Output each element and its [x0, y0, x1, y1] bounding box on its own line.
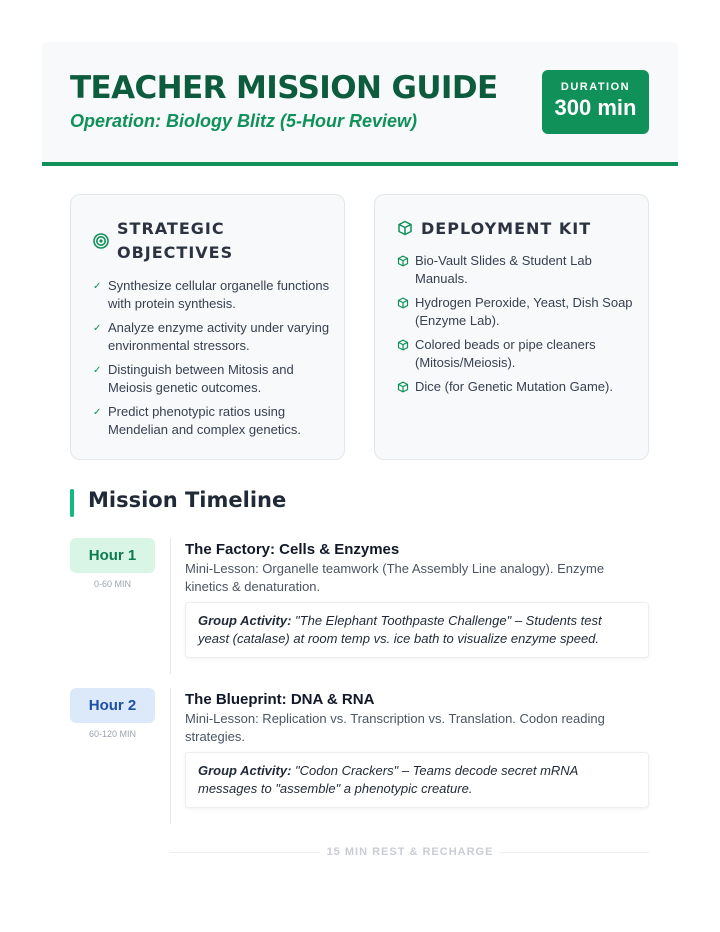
box-icon — [397, 381, 409, 393]
rest-divider-left — [170, 852, 320, 853]
duration-label: DURATION — [560, 81, 631, 93]
hour-1-range: 0-60 MIN — [93, 579, 131, 589]
box-icon — [397, 255, 409, 267]
objectives-title: STRATEGIC OBJECTIVES — [117, 219, 234, 262]
check-icon: ✓ — [93, 323, 102, 334]
hour-1-badge: Hour 1 — [70, 538, 155, 573]
duration-value: 300 min — [554, 95, 637, 120]
hour-2-range: 60-120 MIN — [88, 729, 137, 739]
check-icon: ✓ — [93, 407, 102, 418]
activity-text: "The Elephant Toothpaste Challenge" – Students test yeast (catalase) at room temp vs. ice bath to visualize enzyme speed. — [198, 613, 602, 646]
list-item: ✓ Analyze enzyme activity under varying environmental stressors. — [93, 320, 330, 353]
list-item: Colored beads or pipe cleaners (Mitosis/Meiosis). — [397, 336, 637, 371]
activity-label: Group Activity: — [198, 613, 292, 628]
list-item: Bio-Vault Slides & Student Lab Manuals. — [397, 252, 637, 287]
timeline-title: Mission Timeline — [88, 488, 287, 512]
box-icon — [397, 339, 409, 351]
kit-card — [374, 194, 649, 460]
timeline-divider — [170, 538, 171, 674]
hour-1-activity — [185, 602, 649, 658]
box-icon — [397, 297, 409, 309]
target-icon — [93, 233, 109, 249]
objectives-card — [70, 194, 345, 460]
box-icon — [397, 220, 413, 236]
rest-break-label: 15 MIN REST & RECHARGE — [326, 846, 494, 858]
kit-title: DEPLOYMENT KIT — [421, 219, 592, 238]
check-icon: ✓ — [93, 281, 102, 292]
timeline-divider — [170, 688, 171, 824]
hour-2-lesson: Mini-Lesson: Replication vs. Transcription vs. Translation. Codon reading strategies. — [185, 711, 605, 744]
kit-list — [397, 252, 637, 403]
objectives-list — [93, 277, 333, 445]
list-item: Dice (for Genetic Mutation Game). — [397, 378, 637, 396]
timeline-accent-bar — [70, 489, 74, 517]
activity-label: Group Activity: — [198, 763, 292, 778]
list-item: ✓ Synthesize cellular organelle functions with protein synthesis. — [93, 278, 330, 311]
list-item: ✓ Predict phenotypic ratios using Mendelian and complex genetics. — [93, 404, 301, 437]
list-item: Hydrogen Peroxide, Yeast, Dish Soap (Enzyme Lab). — [397, 294, 637, 329]
list-item: ✓ Distinguish between Mitosis and Meiosis genetic outcomes. — [93, 362, 294, 395]
hour-1-title: The Factory: Cells & Enzymes — [185, 541, 400, 558]
page-subtitle: Operation: Biology Blitz (5-Hour Review) — [70, 111, 418, 131]
activity-text: "Codon Crackers" – Teams decode secret mRNA messages to "assemble" a phenotypic creature. — [198, 763, 578, 796]
hour-1-lesson: Mini-Lesson: Organelle teamwork (The Assembly Line analogy). Enzyme kinetics & denaturation. — [185, 561, 605, 594]
mission-header — [42, 42, 678, 166]
page-title: TEACHER MISSION GUIDE — [70, 70, 498, 106]
hour-2-title: The Blueprint: DNA & RNA — [185, 691, 375, 708]
hour-2-activity — [185, 752, 649, 808]
duration-badge — [542, 70, 649, 134]
hour-2-badge: Hour 2 — [70, 688, 155, 723]
check-icon: ✓ — [93, 365, 102, 376]
rest-divider-right — [500, 852, 649, 853]
